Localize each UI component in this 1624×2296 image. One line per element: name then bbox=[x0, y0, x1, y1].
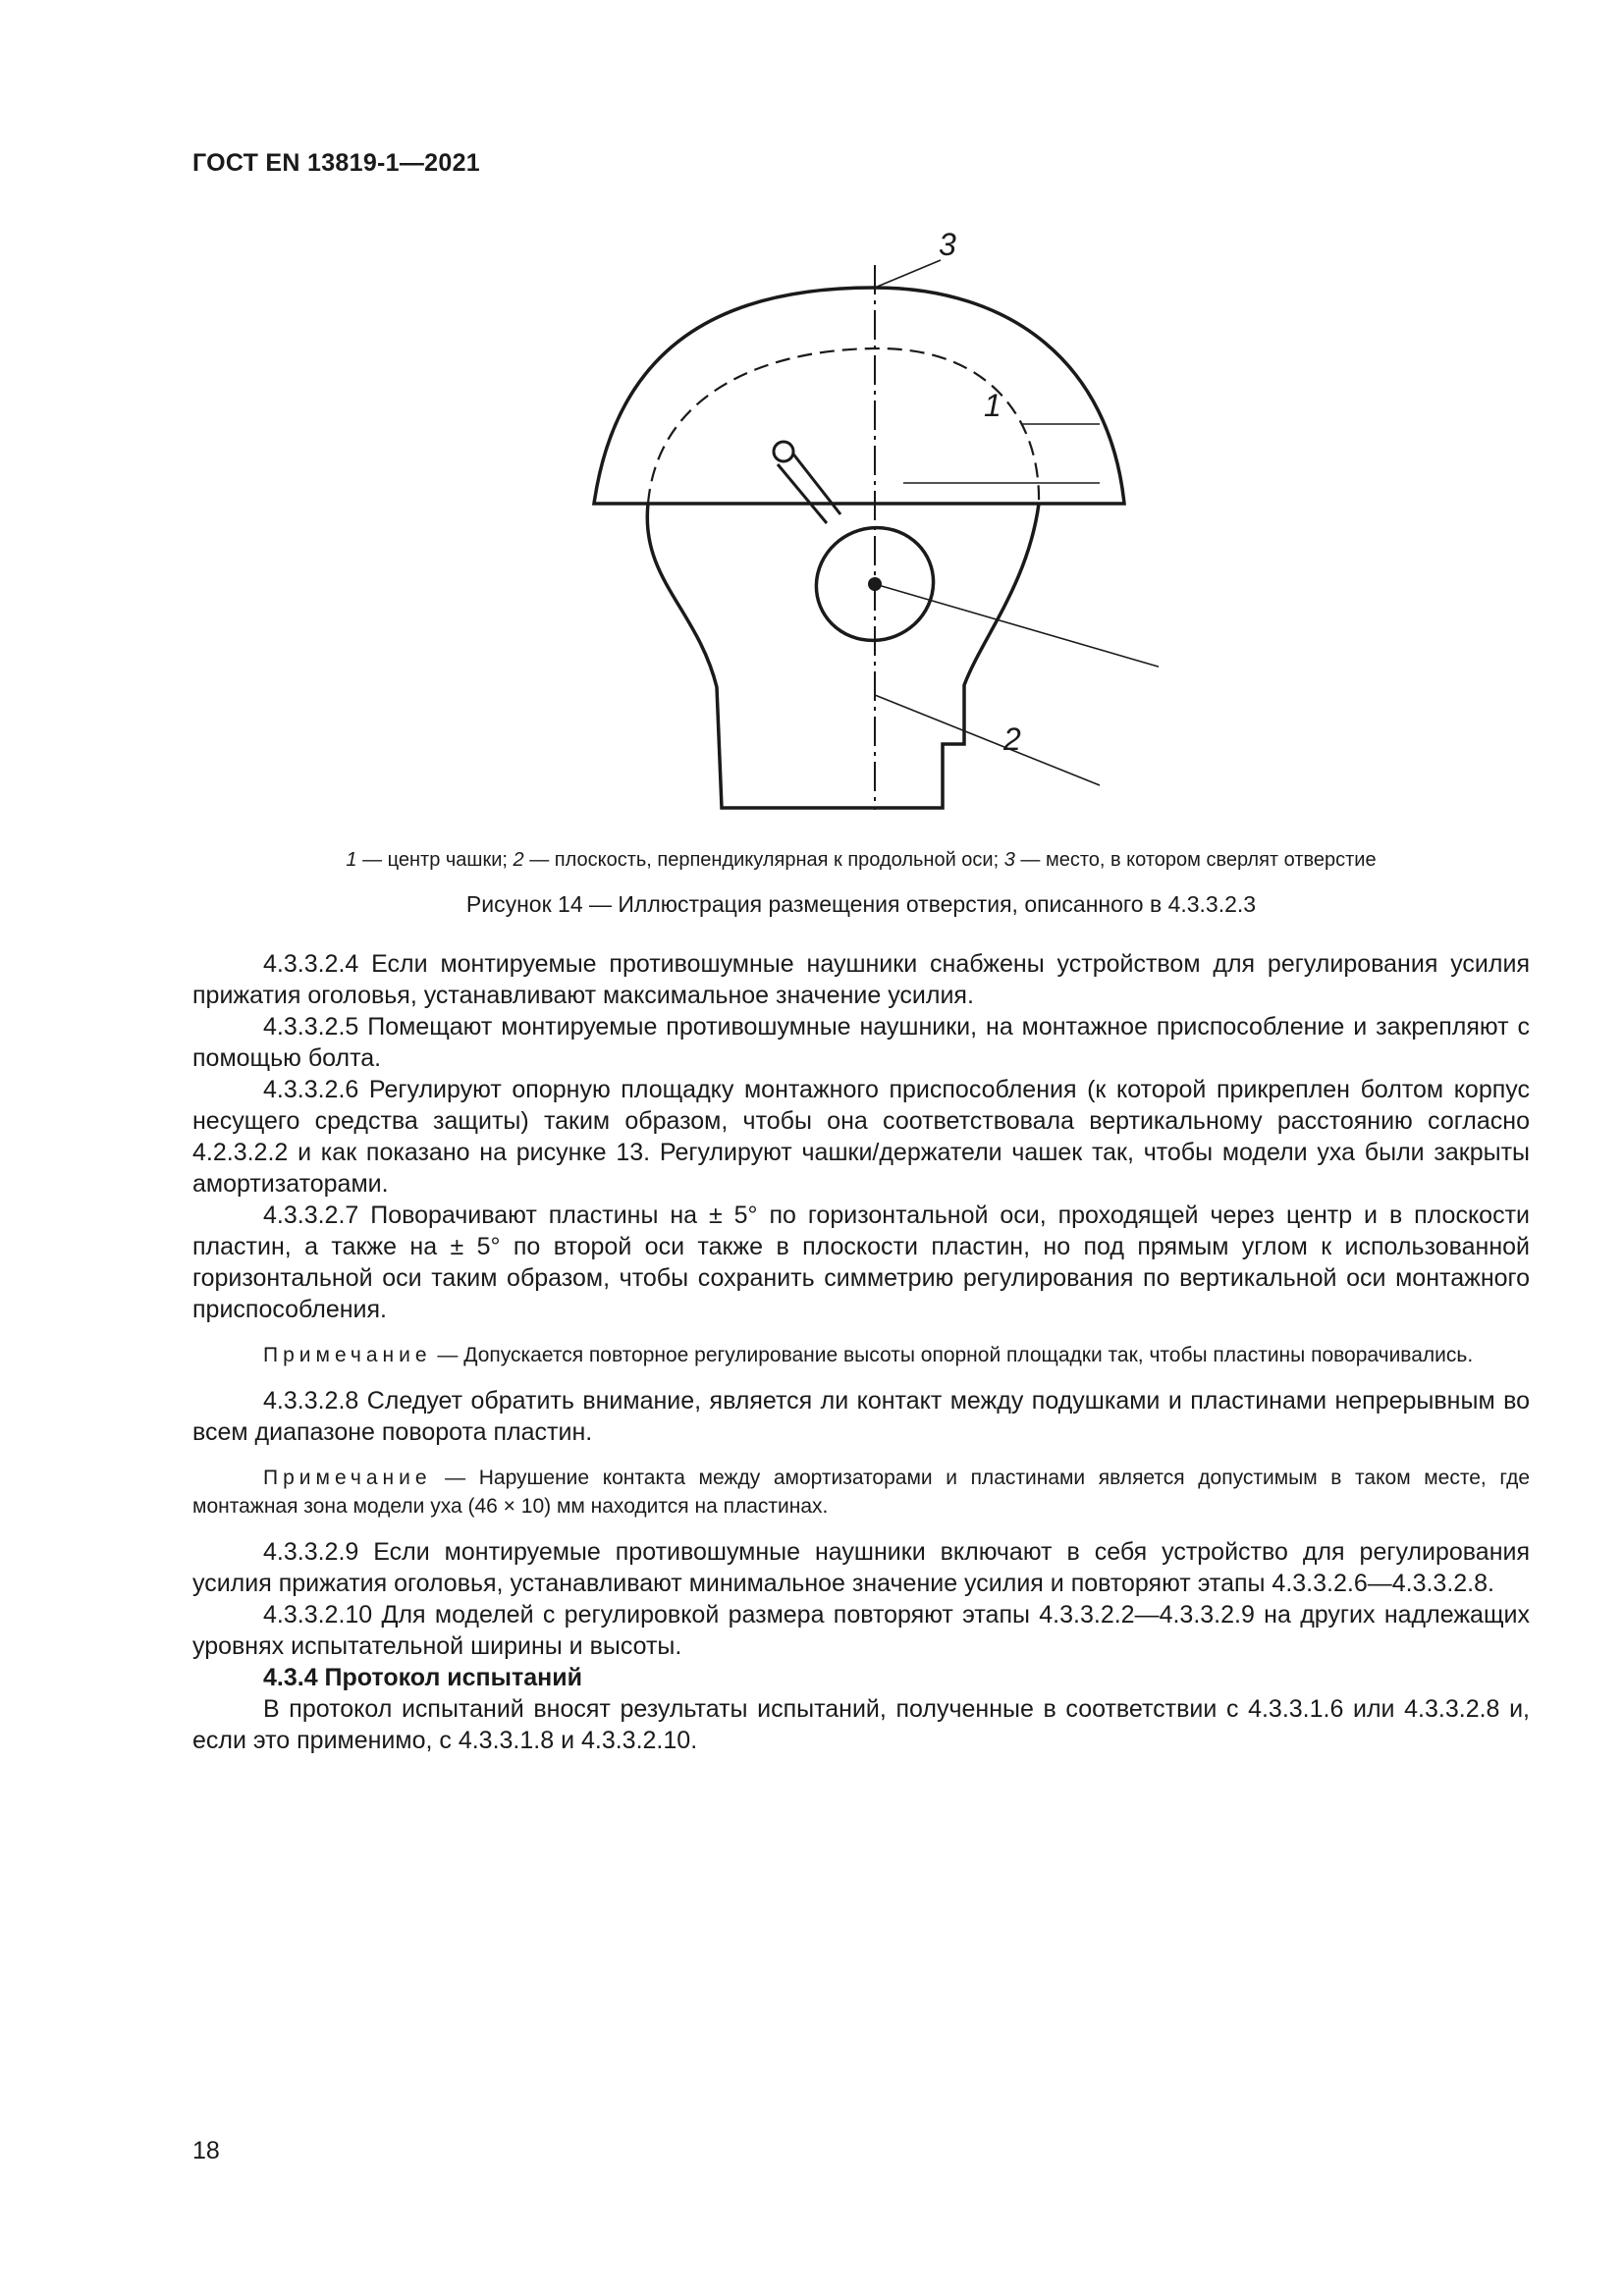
paragraph-4-3-3-2-6: 4.3.3.2.6 Регулируют опорную площадку монтажного приспособления (к которой прикреплен болтом корпус несущего средства защиты) таким образом, чтобы она соответствовала вертикальному расстоянию согласно 4.2.3.2.2 и как показано на рисунке 13. Регулируют чашки/держатели чашек так, чтобы модели уха были закрыты амортизаторами. bbox=[192, 1076, 1530, 1198]
note-2-text: — Нарушение контакта между амортизаторами и пластинами является допустимым в таком месте, где монтажная зона модели уха (46 × 10) мм находится на пластинах. bbox=[192, 1467, 1530, 1518]
document-body bbox=[192, 948, 1530, 1756]
inner-dome-dashed bbox=[648, 348, 1039, 504]
legend-num-2: 2 bbox=[513, 849, 524, 871]
figure-14 bbox=[550, 226, 1159, 825]
bolt-head bbox=[774, 442, 793, 461]
paragraph-4-3-3-2-7: 4.3.3.2.7 Поворачивают пластины на ± 5° по горизонтальной оси, проходящей через центр и в плоскости пластин, а также на ± 5° по второй оси также в плоскости пластин, но под прямым углом к использованной горизонтальной оси таким образом, чтобы сохранить симметрию регулирования по вертикальной оси монтажного приспособления. bbox=[192, 1201, 1530, 1323]
paragraph-4-3-3-2-4: 4.3.3.2.4 Если монтируемые противошумные наушники снабжены устройством для регулирования усилия прижатия оголовья, устанавливают максимальное значение усилия. bbox=[192, 950, 1530, 1009]
legend-num-1: 1 bbox=[346, 849, 357, 871]
legend-text-3: — место, в котором сверлят отверстие bbox=[1014, 849, 1377, 871]
section-heading-4-3-4: 4.3.4 Протокол испытаний bbox=[263, 1664, 582, 1691]
figure-caption: Рисунок 14 — Иллюстрация размещения отверстия, описанного в 4.3.3.2.3 bbox=[465, 891, 1257, 917]
document-header: ГОСТ EN 13819-1—2021 bbox=[192, 149, 480, 177]
callout-1: 1 bbox=[984, 388, 1001, 423]
bolt-rod-left bbox=[778, 464, 827, 523]
figure-legend bbox=[192, 849, 1530, 872]
dome-outline bbox=[594, 288, 1124, 504]
head-profile bbox=[647, 504, 1039, 808]
note-1-label: Примечание bbox=[263, 1344, 432, 1366]
note-2-label: Примечание bbox=[263, 1467, 432, 1489]
leader-2 bbox=[875, 695, 1100, 785]
paragraph-test-report: В протокол испытаний вносят результаты испытаний, полученные в соответствии с 4.3.3.1.6 или 4.3.3.2.8 и, если это применимо, с 4.3.3.1.8 и 4.3.3.2.10. bbox=[192, 1695, 1530, 1754]
paragraph-4-3-3-2-9: 4.3.3.2.9 Если монтируемые противошумные наушники включают в себя устройство для регулирования усилия прижатия оголовья, устанавливают минимальное значение усилия и повторяют этапы 4.3.3.2.6—4.3.3.2.8. bbox=[192, 1538, 1530, 1597]
paragraph-4-3-3-2-8: 4.3.3.2.8 Следует обратить внимание, является ли контакт между подушками и пластинами непрерывным во всем диапазоне поворота пластин. bbox=[192, 1387, 1530, 1446]
paragraph-4-3-3-2-10: 4.3.3.2.10 Для моделей с регулировкой размера повторяют этапы 4.3.3.2.2—4.3.3.2.9 на других надлежащих уровнях испытательной ширины и высоты. bbox=[192, 1601, 1530, 1660]
paragraph-4-3-3-2-5: 4.3.3.2.5 Помещают монтируемые противошумные наушники, на монтажное приспособление и закрепляют с помощью болта. bbox=[192, 1013, 1530, 1072]
legend-num-3: 3 bbox=[1003, 849, 1015, 871]
leader-3 bbox=[875, 260, 941, 288]
legend-text-2: — плоскость, перпендикулярная к продольной оси; bbox=[523, 849, 1004, 871]
callout-3: 3 bbox=[939, 227, 956, 262]
callout-2: 2 bbox=[1003, 721, 1021, 757]
legend-text-1: — центр чашки; bbox=[356, 849, 514, 871]
leader-1 bbox=[875, 584, 1159, 707]
note-1-text: — Допускается повторное регулирование высоты опорной площадки так, чтобы пластины поворачивались. bbox=[431, 1344, 1474, 1366]
note-2 bbox=[192, 1464, 1530, 1521]
head-fixture-diagram bbox=[550, 226, 1159, 825]
page-number: 18 bbox=[192, 2137, 220, 2164]
note-1 bbox=[192, 1341, 1530, 1369]
